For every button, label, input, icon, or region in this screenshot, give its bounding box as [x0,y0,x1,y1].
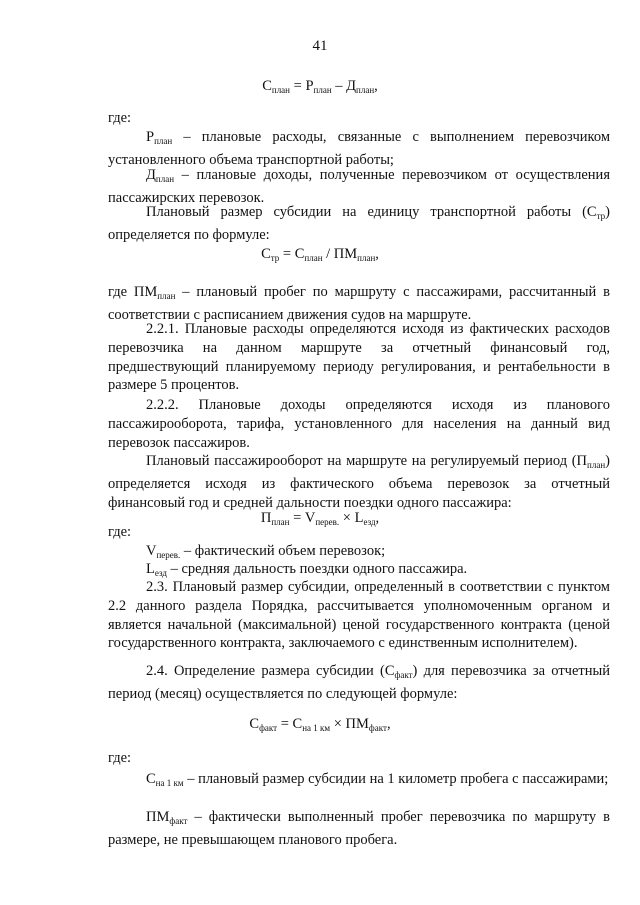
paragraph-passenger-turnover: Плановый пассажирооборот на маршруте на регулируемый период $(П_{план})$ определяется исходя из фактического объема перевозок за отчетный финансовый год и средней дальности поездки одного пассажира: [108,453,610,511]
definition-actual-mileage: $ПМ_{факт}$ – фактически выполненный пробег перевозчика по маршруту в размере, не превышающем планового пробега. [108,809,610,848]
where-label: где: [108,110,132,126]
formula-subsidy-plan: $С_{план} = Р_{план} - Д_{план}$, [262,78,378,95]
page-number: 41 [312,38,328,54]
definition-average-distance: $L_{езд}$ – средняя дальность поездки одного пассажира. [146,561,468,578]
paragraph-2-2-1: 2.2.1. Плановые расходы определяются исходя из фактических расходов перевозчика на данном маршруте за отчетный финансовый год, предшествующий планируемому периоду регулирования, и рентабельности в размере 5 процентов. [108,321,610,394]
paragraph-planned-mileage: где $ПМ_{план}$ – плановый пробег по маршруту с пассажирами, рассчитанный в соответствии с расписанием движения судов на маршруте. [108,284,610,323]
definition-actual-volume: $V_{перев.}$ – фактический объем перевозок; [146,543,386,560]
definition-subsidy-per-km: $С_{на 1 км}$ – плановый размер субсидии на 1 километр пробега с пассажирами; [146,771,609,788]
paragraph-2-3: 2.3. Плановый размер субсидии, определенный в соответствии с пунктом 2.2 данного раздела Порядка, рассчитывается уполномоченным органом и является начальной (максимальной) ценой государственного контракта (ценой государственного контракта, заключаемого с единственным исполнителем). [108,579,610,652]
formula-subsidy-per-unit: $С_{тр} = С_{план} / ПМ_{план}$, [261,246,379,263]
paragraph-2-4: 2.4. Определение размера субсидии $(С_{факт})$ для перевозчика за отчетный период (месяц) осуществляется по следующей формуле: [108,663,610,702]
where-label: где: [108,750,132,766]
definition-planned-expenses: $Р_{план}$ – плановые расходы, связанные с выполнением перевозчиком установленного объема транспортной работы; [108,129,610,168]
paragraph-subsidy-per-unit: Плановый размер субсидии на единицу транспортной работы $(С_{тр})$ определяется по формуле: [108,204,610,243]
formula-actual-subsidy: $С_{факт} = С_{на 1 км} \times ПМ_{факт}$, [249,716,391,733]
where-label: где: [108,524,132,540]
definition-planned-income: $Д_{план}$ – плановые доходы, полученные перевозчиком от осуществления пассажирских перевозок. [108,167,610,206]
paragraph-2-2-2: 2.2.2. Плановые доходы определяются исходя из планового пассажирооборота, тарифа, установленного для населения на данный вид перевозок пассажиров. [108,397,610,451]
formula-passenger-turnover: $П_{план} = V_{перев.} \times L_{езд}$, [260,510,380,527]
